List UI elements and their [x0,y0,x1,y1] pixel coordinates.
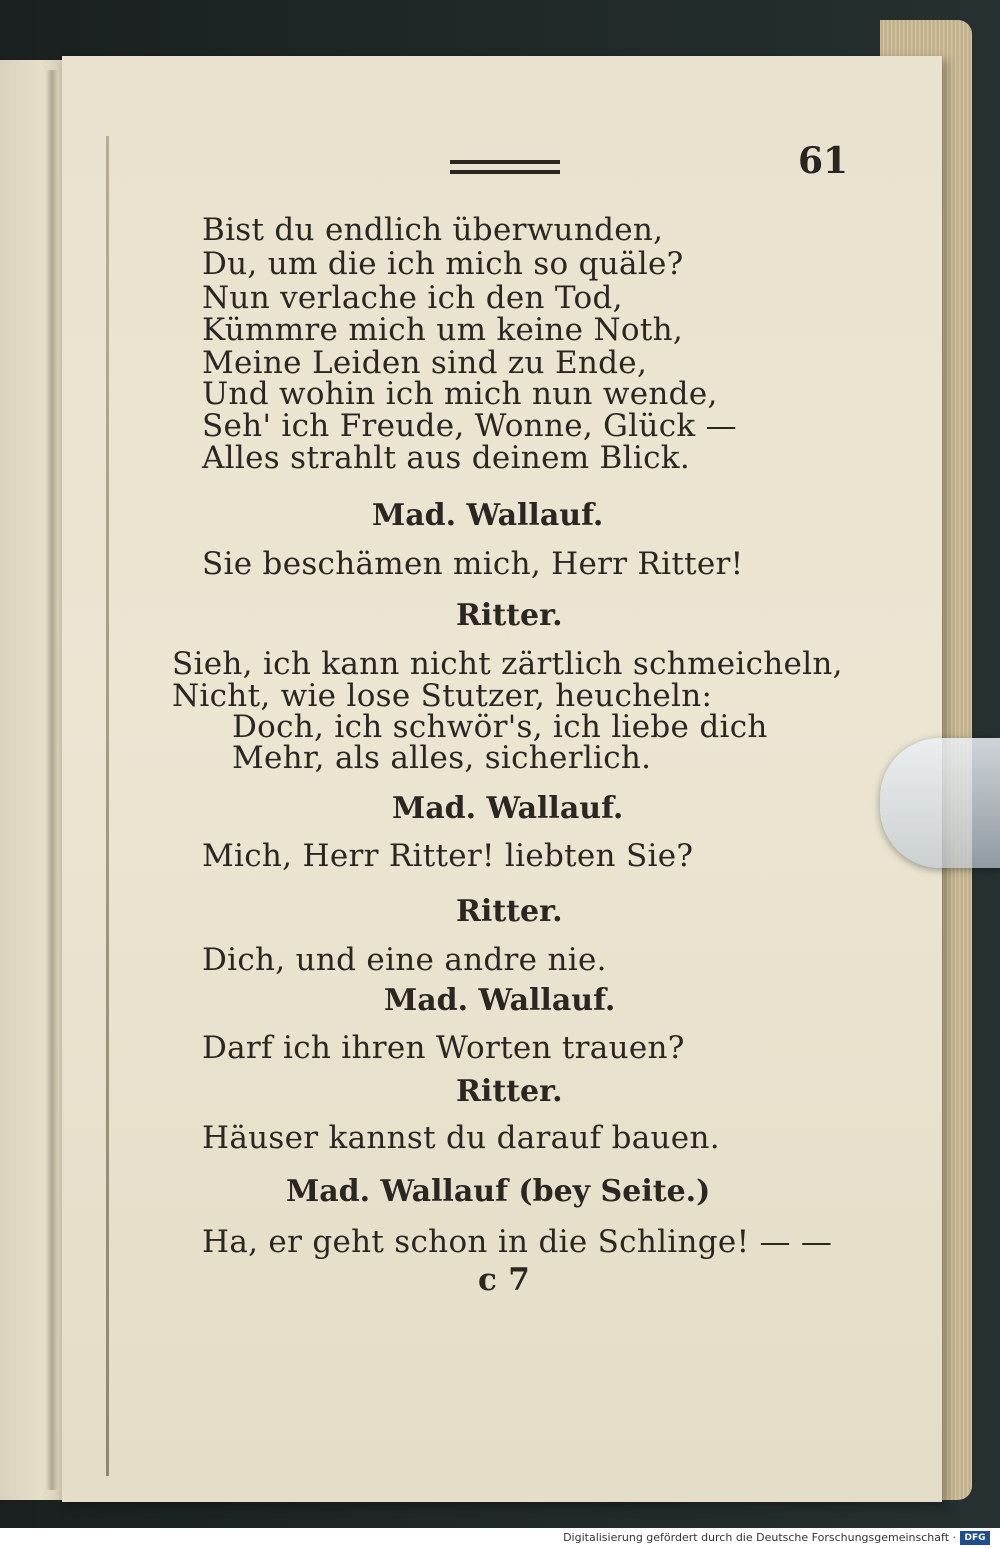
verse-line: Seh' ich Freude, Wonne, Glück — [202,408,737,444]
verse-line: Mehr, als alles, sicherlich. [232,740,652,776]
header-rule [450,160,560,174]
speaker-name: Mad. Wallauf. [384,983,616,1018]
verse-line: Alles strahlt aus deinem Blick. [202,440,690,476]
page-clip [880,738,1000,868]
verse-line: Doch, ich schwör's, ich liebe dich [232,709,768,745]
dialogue-line: Mich, Herr Ritter! liebten Sie? [202,838,694,874]
verse-line: Sieh, ich kann nicht zärtlich schmeicheln, [172,646,843,682]
dialogue-line: Häuser kannst du darauf bauen. [202,1120,720,1156]
verse-line: Und wohin ich mich nun wende, [202,376,718,412]
page-number: 61 [798,140,849,182]
dialogue-line: Sie beschämen mich, Herr Ritter! [202,546,744,582]
dialogue-line: Dich, und eine andre nie. [202,942,607,978]
verse-line: Kümmre mich um keine Noth, [202,312,684,348]
dialogue-line: Ha, er geht schon in die Schlinge! — — [202,1224,833,1260]
dfg-logo: DFG [960,1531,990,1545]
speaker-name: Ritter. [456,1074,563,1109]
binding-thread [106,136,109,1476]
speaker-name: Ritter. [456,894,563,929]
dialogue-line: Darf ich ihren Worten trauen? [202,1030,685,1066]
speaker-name: Mad. Wallauf. [372,498,604,533]
gutter-shadow [46,70,58,1490]
speaker-name: Mad. Wallauf. [392,791,624,826]
left-page-edge [0,60,70,1500]
verse-line: Meine Leiden sind zu Ende, [202,345,648,381]
signature-mark: c 7 [478,1262,531,1298]
footer-bar [0,1528,1000,1548]
verse-line: Nicht, wie lose Stutzer, heucheln: [172,678,713,714]
verse-line: Du, um die ich mich so quäle? [202,246,684,282]
verse-line: Bist du endlich überwunden, [202,212,664,248]
speaker-name: Mad. Wallauf (bey Seite.) [286,1174,711,1209]
verse-line: Nun verlache ich den Tod, [202,280,623,316]
footer-credit: Digitalisierung gefördert durch die Deutsche Forschungsgemeinschaft · [563,1531,956,1544]
speaker-name: Ritter. [456,598,563,633]
